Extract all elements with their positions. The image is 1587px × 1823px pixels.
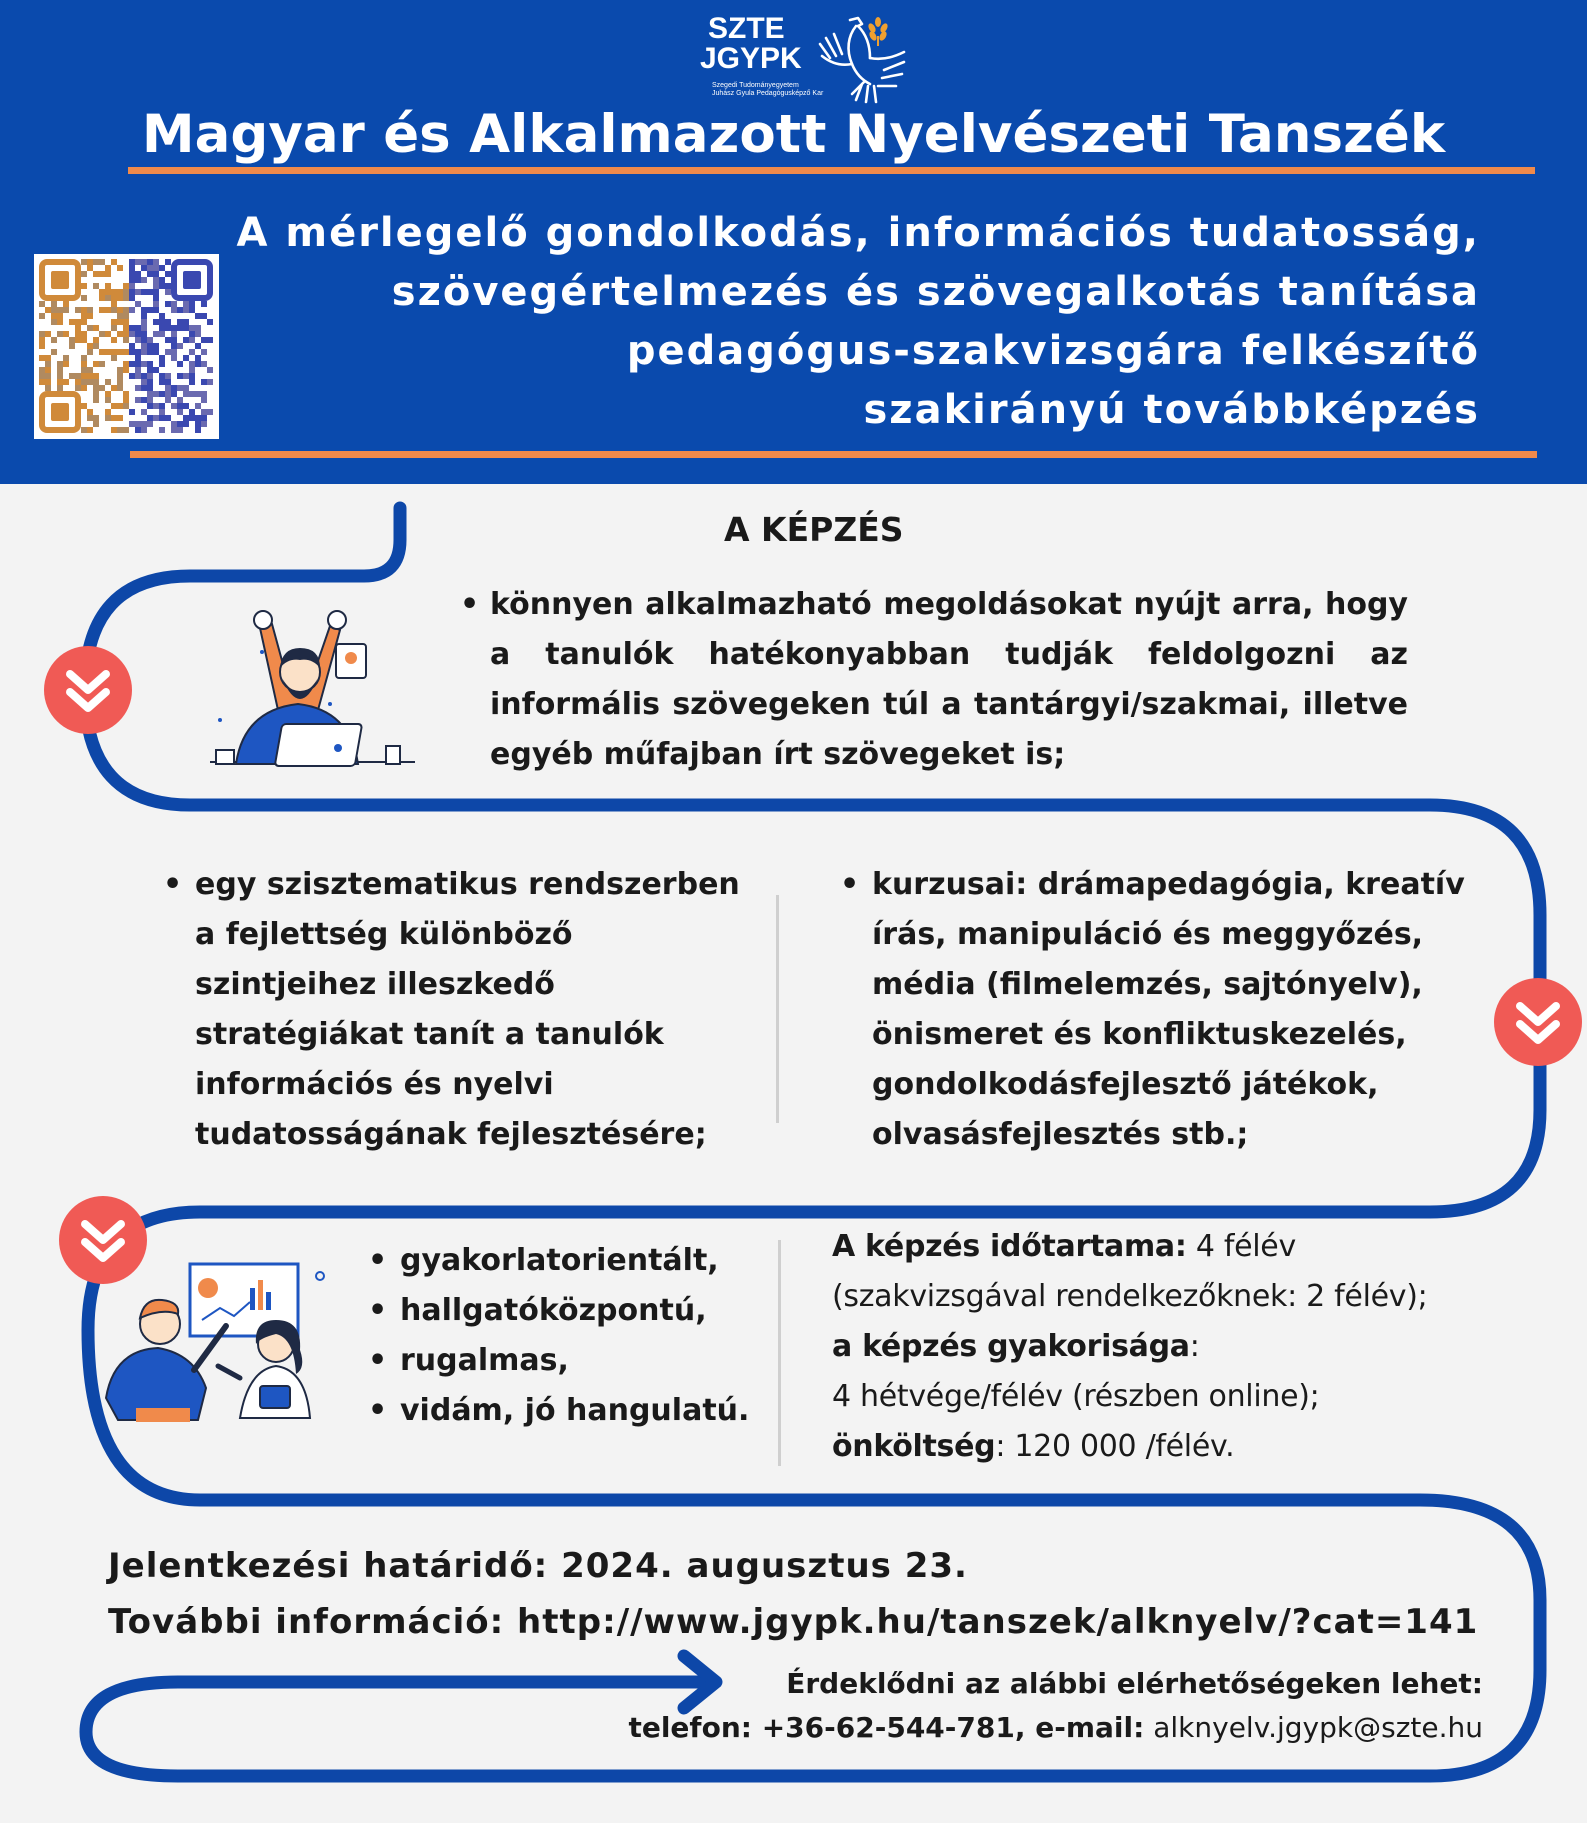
duration-value: 4 félév — [1186, 1229, 1296, 1264]
section3-feature-list — [368, 1236, 768, 1436]
chevron-down-icon — [44, 646, 132, 734]
bullet-text: könnyen alkalmazható megoldásokat nyújt arra, hogy a tanulók hatékonyabban tudják feldolgozni az informális szövegeken túl a tantárgyi/szakmai, illetve egyéb műfajban írt szövegeket is; — [490, 587, 1408, 772]
program-title-line: pedagógus-szakvizsgára felkészítő — [626, 328, 1480, 374]
column-divider — [776, 895, 779, 1123]
list-item: • hallgatóközpontú, — [368, 1293, 707, 1328]
frequency-label: a képzés gyakorisága — [832, 1329, 1190, 1364]
cost-value: : 120 000 /félév. — [995, 1429, 1235, 1464]
list-item: • kurzusai: drámapedagógia, kreatív írás, manipuláció és meggyőzés, média (filmelemzés, sajtónyelv), önismeret és konfliktuskezelés, gondolkodásfejlesztő játékok, olvasásfejlesztés stb.; — [840, 867, 1465, 1152]
list-item: • vidám, jó hangulatú. — [368, 1393, 750, 1428]
deadline-and-info — [108, 1538, 1478, 1650]
column-divider — [778, 1240, 781, 1466]
logo-sub2: Juhász Gyula Pedagógusképző Kar — [712, 90, 824, 97]
chevron-down-icon — [1494, 978, 1582, 1066]
logo-line1: SZTE — [708, 12, 785, 45]
program-title-line: A mérlegelő gondolkodás, információs tudatosság, — [236, 210, 1480, 256]
more-info-link[interactable]: További információ: http://www.jgypk.hu/tanszek/alknyelv/?cat=141 — [108, 1602, 1479, 1642]
program-title-line: szövegértelmezés és szövegalkotás tanítása — [391, 269, 1480, 315]
contact-phone: telefon: +36-62-544-781, e-mail: — [628, 1711, 1145, 1744]
cost-label: önköltség — [832, 1429, 996, 1464]
man-celebrating-illustration — [200, 600, 420, 780]
list-item: • könnyen alkalmazható megoldásokat nyújt arra, hogy a tanulók hatékonyabban tudják feldolgozni az informális szövegeken túl a tantárgyi/szakmai, illetve egyéb műfajban írt szövegeket is; — [460, 587, 1408, 772]
presentation-illustration — [100, 1258, 340, 1428]
bullet-text: vidám, jó hangulatú. — [400, 1393, 750, 1428]
cost-line — [832, 1422, 1532, 1472]
program-details — [832, 1222, 1532, 1472]
contact-line — [628, 1706, 1483, 1750]
bullet-text: hallgatóközpontú, — [400, 1293, 707, 1328]
contact-intro: Érdeklődni az alábbi elérhetőségeken lehet: — [786, 1667, 1483, 1700]
section2-right-list — [840, 860, 1480, 1160]
frequency-line — [832, 1322, 1532, 1372]
contact-email[interactable]: alknyelv.jgypk@szte.hu — [1144, 1711, 1483, 1744]
section2-left-list — [163, 860, 743, 1160]
logo-line2: JGYPK — [700, 42, 802, 75]
duration-note: (szakvizsgával rendelkezőknek: 2 félév); — [832, 1279, 1428, 1314]
bullet-text: rugalmas, — [400, 1343, 569, 1378]
department-title: Magyar és Alkalmazott Nyelvészeti Tanszék — [141, 104, 1446, 165]
section1-bullet-list — [460, 580, 1408, 780]
bullet-text: kurzusai: drámapedagógia, kreatív írás, manipuláció és meggyőzés, média (filmelemzés, sajtónyelv), önismeret és konfliktuskezelés, gondolkodásfejlesztő játékok, olvasásfejlesztés stb.; — [872, 867, 1465, 1152]
bullet-text: gyakorlatorientált, — [400, 1243, 719, 1278]
list-item: • gyakorlatorientált, — [368, 1243, 719, 1278]
duration-line — [832, 1222, 1532, 1272]
duration-label: A képzés időtartama: — [832, 1229, 1187, 1264]
list-item: • rugalmas, — [368, 1343, 569, 1378]
program-title-line: szakirányú továbbképzés — [863, 387, 1480, 433]
application-deadline: Jelentkezési határidő: 2024. augusztus 23. — [108, 1546, 968, 1586]
frequency-colon: : — [1189, 1329, 1200, 1364]
logo-sub1: Szegedi Tudományegyetem — [712, 82, 799, 89]
frequency-value: 4 hétvége/félév (részben online); — [832, 1379, 1320, 1414]
bullet-text: egy szisztematikus rendszerben a fejlettség különböző szintjeihez illeszkedő stratégiákat tanít a tanulók információs és nyelvi tudatosságának fejlesztésére; — [195, 867, 740, 1152]
contact-block — [628, 1662, 1483, 1750]
list-item: • egy szisztematikus rendszerben a fejlettség különböző szintjeihez illeszkedő stratégiákat tanít a tanulók információs és nyelvi tudatosságának fejlesztésére; — [163, 867, 740, 1152]
section-heading: A KÉPZÉS — [724, 510, 904, 549]
